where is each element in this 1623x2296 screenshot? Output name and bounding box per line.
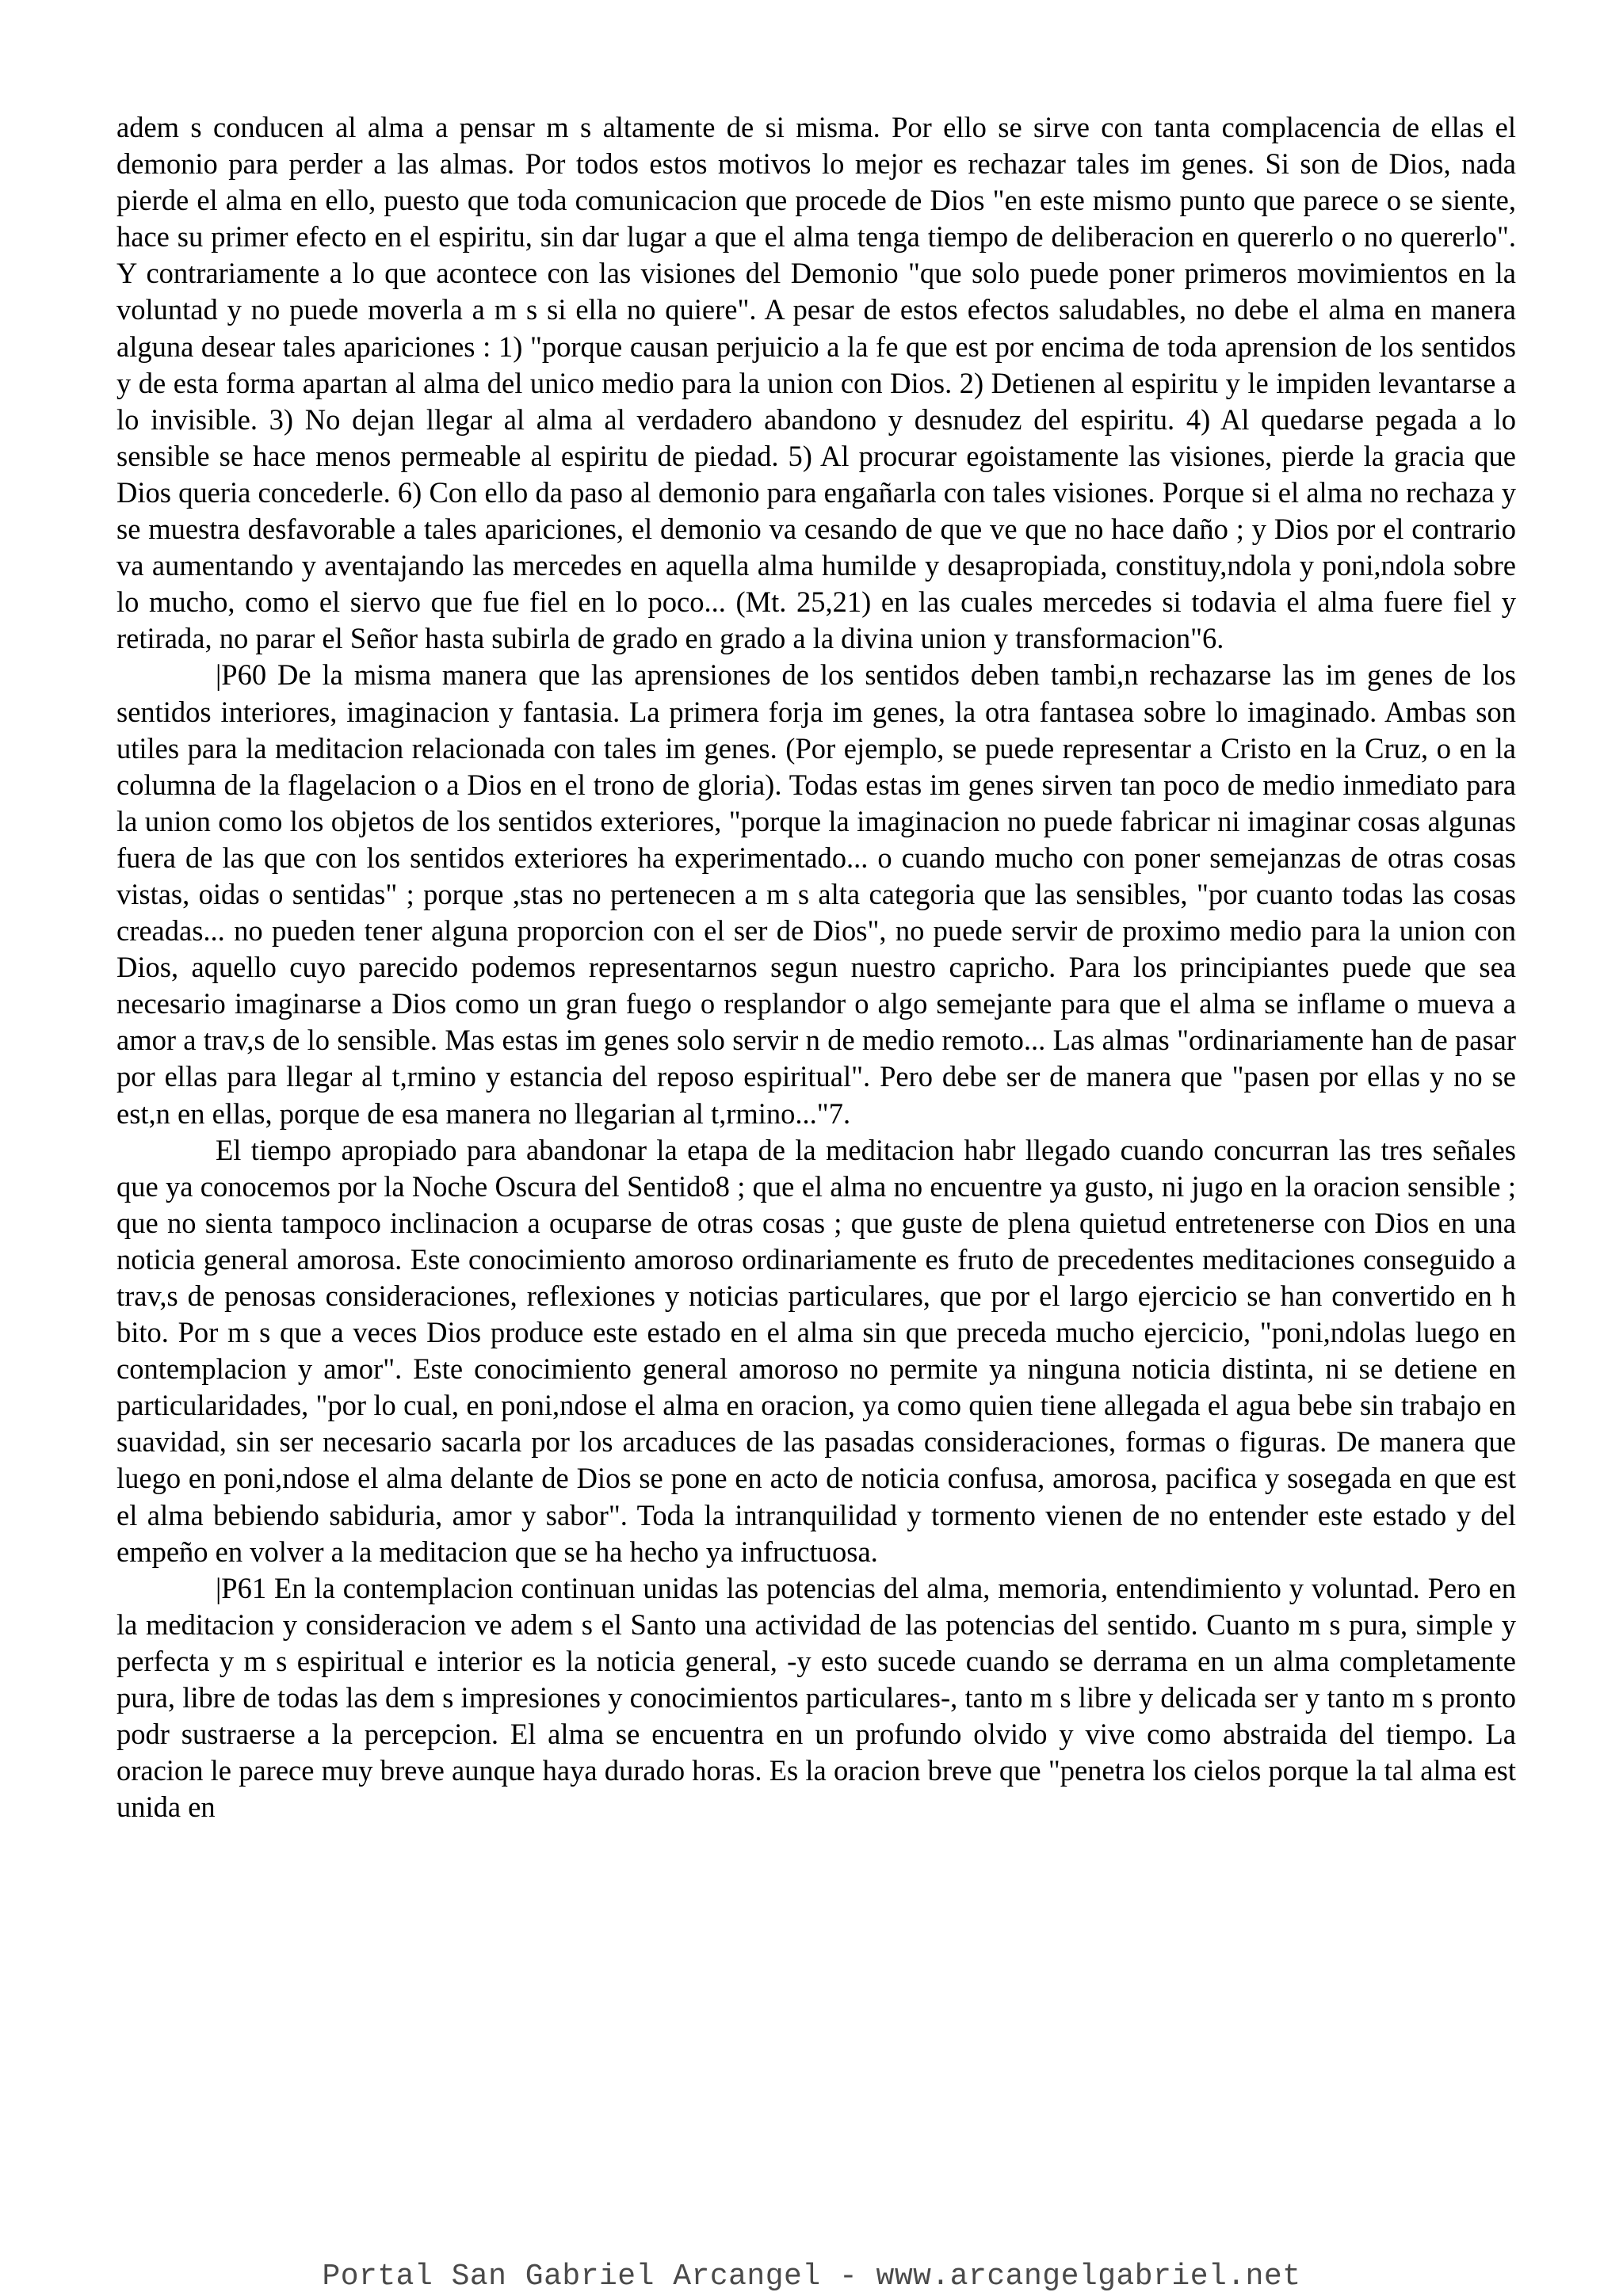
- page-footer: Portal San Gabriel Arcangel - www.arcangelgabriel.net: [322, 2260, 1301, 2294]
- paragraph-1: adem s conducen al alma a pensar m s altamente de si misma. Por ello se sirve con tanta complacencia de ellas el demonio para perder a las almas. Por todos estos motivos lo mejor es rechazar tales im genes. Si son de Dios, nada pierde el alma en ello, puesto que toda comunicacion que procede de Dios "en este mismo punto que parece o se siente, hace su primer efecto en el espiritu, sin dar lugar a que el alma tenga tiempo de deliberacion en quererlo o no quererlo". Y contrariamente a lo que acontece con las visiones del Demonio "que solo puede poner primeros movimientos en la voluntad y no puede moverla a m s si ella no quiere". A pesar de estos efectos saludables, no debe el alma en manera alguna desear tales apariciones : 1) "porque causan perjuicio a la fe que est por encima de toda aprension de los sentidos y de esta forma apartan al alma del unico medio para la union con Dios. 2) Detienen al espiritu y le impiden levantarse a lo invisible. 3) No dejan llegar al alma al verdadero abandono y desnudez del espiritu. 4) Al quedarse pegada a lo sensible se hace menos permeable al espiritu de piedad. 5) Al procurar egoistamente las visiones, pierde la gracia que Dios queria concederle. 6) Con ello da paso al demonio para engañarla con tales visiones. Porque si el alma no rechaza y se muestra desfavorable a tales apariciones, el demonio va cesando de que ve que no hace daño ; y Dios por el contrario va aumentando y aventajando las mercedes en aquella alma humilde y desapropiada, constituy,ndola y poni,ndola sobre lo mucho, como el siervo que fue fiel en lo poco... (Mt. 25,21) en las cuales mercedes si todavia el alma fuere fiel y retirada, no parar el Señor hasta subirla de grado en grado a la divina union y transformacion"6.: [116, 111, 1516, 655]
- paragraph-3: El tiempo apropiado para abandonar la etapa de la meditacion habr llegado cuando concurran las tres señales que ya conocemos por la Noche Oscura del Sentido8 ; que el alma no encuentre ya gusto, ni jugo en la oracion sensible ; que no sienta tampoco inclinacion a ocuparse de otras cosas ; que guste de plena quietud entretenerse con Dios en una noticia general amorosa. Este conocimiento amoroso ordinariamente es fruto de precedentes meditaciones conseguido a trav,s de penosas consideraciones, reflexiones y noticias particulares, que por el largo ejercicio se han convertido en h bito. Por m s que a veces Dios produce este estado en el alma sin que preceda mucho ejercicio, "poni,ndolas luego en contemplacion y amor". Este conocimiento general amoroso no permite ya ninguna noticia distinta, ni se detiene en particularidades, "por lo cual, en poni,ndose el alma en oracion, ya como quien tiene allegada el agua bebe sin trabajo en suavidad, sin ser necesario sacarla por los arcaduces de las pasadas consideraciones, formas o figuras. De manera que luego en poni,ndose el alma delante de Dios se pone en acto de noticia confusa, amorosa, pacifica y sosegada en que est el alma bebiendo sabiduria, amor y sabor". Toda la intranquilidad y tormento vienen de no entender este estado y del empeño en volver a la meditacion que se ha hecho ya infructuosa.: [116, 1133, 1516, 1568]
- document-body: [116, 109, 1516, 1825]
- paragraph-4: |P61 En la contemplacion continuan unidas las potencias del alma, memoria, entendimiento y voluntad. Pero en la meditacion y consideracion ve adem s el Santo una actividad de las potencias del sentido. Cuanto m s pura, simple y perfecta y m s espiritual e interior es la noticia general, -y esto sucede cuando se derrama en un alma completamente pura, libre de todas las dem s impresiones y conocimientos particulares-, tanto m s libre y delicada ser y tanto m s pronto podr sustraerse a la percepcion. El alma se encuentra en un profundo olvido y vive como abstraida del tiempo. La oracion le parece muy breve aunque haya durado horas. Es la oracion breve que "penetra los cielos porque la tal alma est unida en: [116, 1571, 1516, 1824]
- paragraph-2: |P60 De la misma manera que las aprensiones de los sentidos deben tambi,n rechazarse las im genes de los sentidos interiores, imaginacion y fantasia. La primera forja im genes, la otra fantasea sobre lo imaginado. Ambas son utiles para la meditacion relacionada con tales im genes. (Por ejemplo, se puede representar a Cristo en la Cruz, o en la columna de la flagelacion o a Dios en el trono de gloria). Todas estas im genes sirven tan poco de medio inmediato para la union como los objetos de los sentidos exteriores, "porque la imaginacion no puede fabricar ni imaginar cosas algunas fuera de las que con los sentidos exteriores ha experimentado... o cuando mucho con poner semejanzas de otras cosas vistas, oidas o sentidas" ; porque ,stas no pertenecen a m s alta categoria que las sensibles, "por cuanto todas las cosas creadas... no pueden tener alguna proporcion con el ser de Dios", no puede servir de proximo medio para la union con Dios, aquello cuyo parecido podemos representarnos segun nuestro capricho. Para los principiantes puede que sea necesario imaginarse a Dios como un gran fuego o resplandor o algo semejante para que el alma se inflame o mueva a amor a trav,s de lo sensible. Mas estas im genes solo servir n de medio remoto... Las almas "ordinariamente han de pasar por ellas para llegar al t,rmino y estancia del reposo espiritual". Pero debe ser de manera que "pasen por ellas y no se est,n en ellas, porque de esa manera no llegarian al t,rmino..."7.: [116, 658, 1516, 1130]
